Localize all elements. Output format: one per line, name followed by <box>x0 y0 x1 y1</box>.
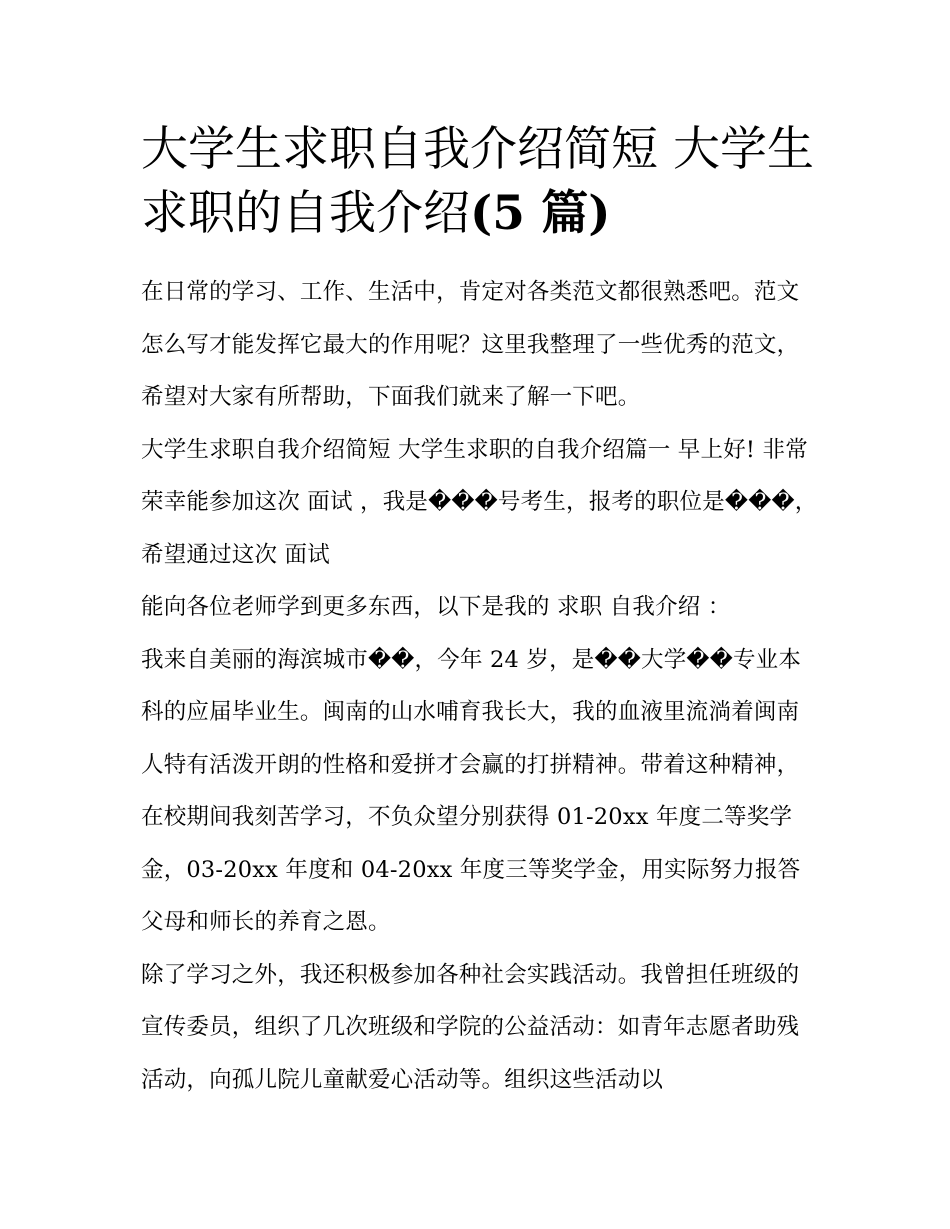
paragraph-background: 我来自美丽的海滨城市��，今年 24 岁，是��大学��专业本科的应届毕业生。闽南的山水哺育我长大，我的血液里流淌着闽南人特有活泼开朗的性格和爱拼才会赢的打拼精神。带着这种精神，在校期间我刻苦学习，不负众望分别获得 01-20xx 年度二等奖学金，03-20xx 年度和 04-20xx 年度三等奖学金，用实际努力报答父母和师长的养育之恩。 <box>141 646 802 935</box>
paragraph-activities: 除了学习之外，我还积极参加各种社会实践活动。我曾担任班级的宣传委员，组织了几次班级和学院的公益活动：如青年志愿者助残活动，向孤儿院儿童献爱心活动等。组织这些活动以 <box>141 961 800 1093</box>
title-count-text: (5 篇) <box>470 186 611 241</box>
document-body <box>141 118 821 1106</box>
title-main-text: 大学生求职自我介绍简短 大学生求职的自我介绍 <box>141 122 814 241</box>
paragraph-intro: 在日常的学习、工作、生活中，肯定对各类范文都很熟悉吧。范文怎么写才能发挥它最大的作用呢？这里我整理了一些优秀的范文，希望对大家有所帮助，下面我们就来了解一下吧。 <box>141 279 800 410</box>
paragraph-transition: 能向各位老师学到更多东西，以下是我的 求职 自我介绍 ： <box>141 594 731 620</box>
document-title <box>141 118 821 246</box>
paragraph-greeting: 大学生求职自我介绍简短 大学生求职的自我介绍篇一 早上好! 非常荣幸能参加这次 面试 ，我是���号考生，报考的职位是���，希望通过这次 面试 <box>141 436 818 568</box>
